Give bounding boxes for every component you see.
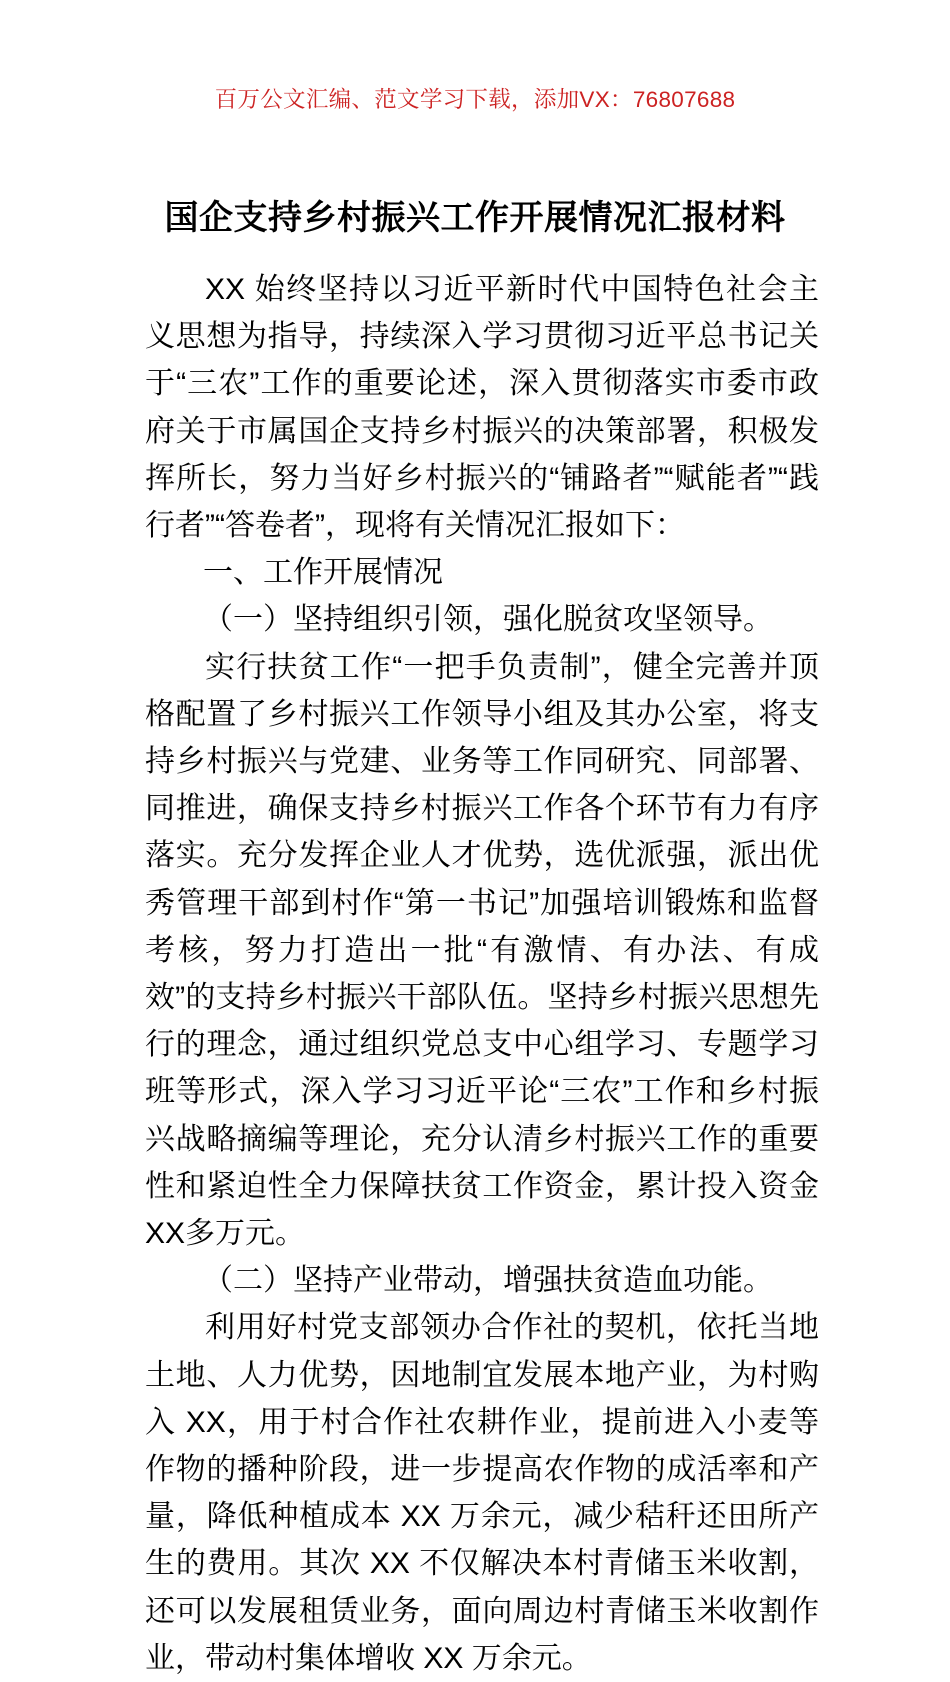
paragraph-intro: XX 始终坚持以习近平新时代中国特色社会主义思想为指导，持续深入学习贯彻习近平总书记关于“三农”工作的重要论述，深入贯彻落实市委市政府关于市属国企支持乡村振兴的决策部署，积极发挥所长，努力当好乡村振兴的“铺路者”“赋能者”“践行者”“答卷者”，现将有关情况汇报如下： (145, 273, 819, 543)
subsection-heading-1-2: （二）坚持产业带动，增强扶贫造血功能。 (203, 1264, 773, 1298)
paragraph-body-1-2: 利用好村党支部领办合作社的契机，依托当地土地、人力优势，因地制宜发展本地产业，为村购入 XX，用于村合作社农耕作业，提前进入小麦等作物的播种阶段，进一步提高农作物的成活率和产量，降低种植成本 XX 万余元，减少秸秆还田所产生的费用。其次 XX 不仅解决本村青储玉米收割，还可以发展租赁业务，面向周边村青储玉米收割作业，带动村集体增收 XX 万余元。 (145, 1311, 819, 1675)
document-body (145, 266, 819, 1682)
paragraph-body-1-1: 实行扶贫工作“一把手负责制”，健全完善并顶格配置了乡村振兴工作领导小组及其办公室，将支持乡村振兴与党建、业务等工作同研究、同部署、同推进，确保支持乡村振兴工作各个环节有力有序落实。充分发挥企业人才优势，选优派强，派出优秀管理干部到村作“第一书记”加强培训锻炼和监督考核，努力打造出一批“有激情、有办法、有成效”的支持乡村振兴干部队伍。坚持乡村振兴思想先行的理念，通过组织党总支中心组学习、专题学习班等形式，深入学习习近平论“三农”工作和乡村振兴战略摘编等理论，充分认清乡村振兴工作的重要性和紧迫性全力保障扶贫工作资金，累计投入资金XX多万元。 (145, 650, 819, 1251)
subsection-heading-1-1: （一）坚持组织引领，强化脱贫攻坚领导。 (203, 603, 773, 637)
page-title: 国企支持乡村振兴工作开展情况汇报材料 (164, 198, 786, 237)
section-heading-1: 一、工作开展情况 (203, 556, 443, 590)
promo-watermark-header: 百万公文汇编、范文学习下载，添加VX：76807688 (214, 87, 736, 112)
